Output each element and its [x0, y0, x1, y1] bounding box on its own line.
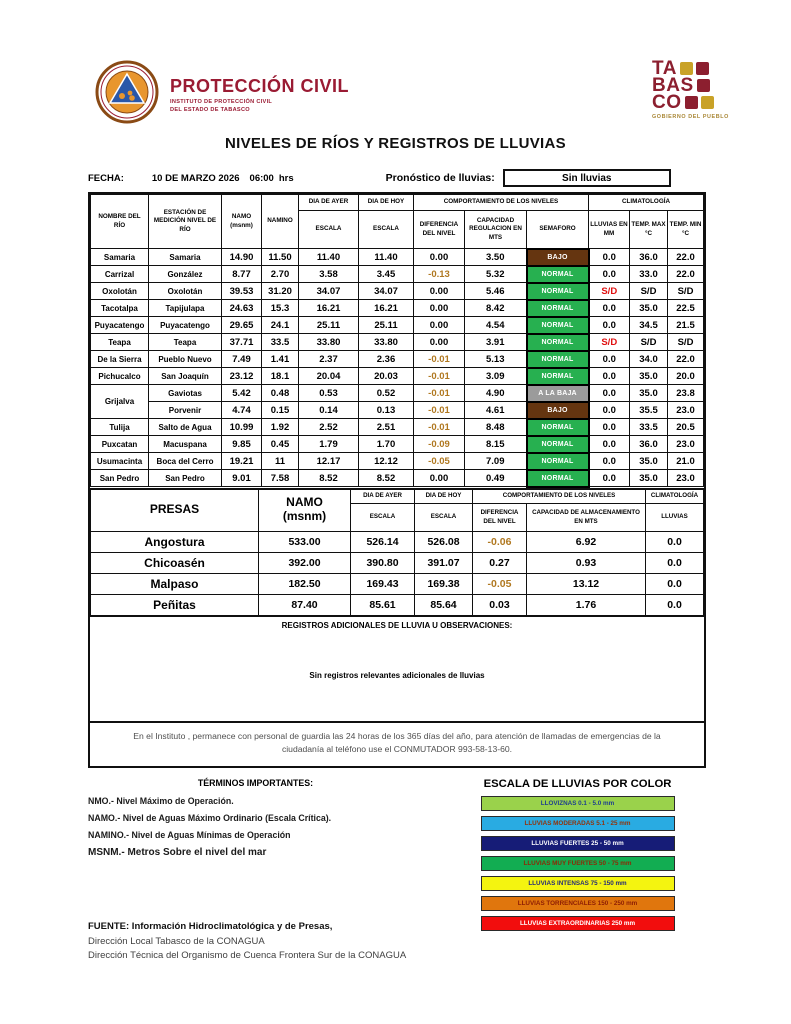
cell-capacidad: 4.54 — [465, 317, 527, 334]
cell-ayer: 2.37 — [299, 351, 359, 368]
cell-diferencia: 0.00 — [414, 470, 465, 487]
presa-row — [91, 574, 704, 595]
cell-rio: Usumacinta — [91, 453, 149, 470]
river-row — [91, 249, 704, 266]
registros-title: REGISTROS ADICIONALES DE LLUVIA U OBSERVACIONES: — [281, 621, 513, 630]
cell-lluvia: 0.0 — [589, 385, 630, 402]
river-row — [91, 385, 704, 402]
cell-ayer: 2.52 — [299, 419, 359, 436]
cell-temp-max: S/D — [630, 334, 668, 351]
col-header-escala-ayer: ESCALA — [299, 211, 359, 249]
col-header-rio: NOMBRE DEL RÍO — [91, 195, 149, 249]
semaforo-badge: NORMAL — [527, 283, 589, 300]
col-header-escala-hoy: ESCALA — [359, 211, 414, 249]
cell-namino: 0.48 — [262, 385, 299, 402]
cell-namo: 19.21 — [222, 453, 262, 470]
cell-lluvia: 0.0 — [589, 249, 630, 266]
tabasco-tagline: GOBIERNO DEL PUEBLO — [652, 114, 729, 120]
cell-rio: Carrizal — [91, 266, 149, 283]
cell-capacidad: 3.09 — [465, 368, 527, 385]
group-header-dia-hoy: DIA DE HOY — [359, 195, 414, 211]
cell-presa-lluvia: 0.0 — [646, 574, 704, 595]
river-row — [91, 266, 704, 283]
cell-presa-hoy: 391.07 — [415, 553, 473, 574]
cell-namo: 29.65 — [222, 317, 262, 334]
river-row — [91, 283, 704, 300]
rain-scale-bar-lloviznas: LLOVIZNAS 0.1 - 5.0 mm — [481, 796, 675, 811]
cell-presa-lluvia: 0.0 — [646, 532, 704, 553]
cell-diferencia: 0.00 — [414, 334, 465, 351]
tabasco-letters-1: TA — [652, 58, 677, 79]
col-header-presas-escala-ayer: ESCALA — [351, 504, 415, 532]
col-header-presas-capacidad: CAPACIDAD DE ALMACENAMIENTO EN MTS — [527, 504, 646, 532]
cell-presa-capacidad: 13.12 — [527, 574, 646, 595]
cell-hoy: 0.13 — [359, 402, 414, 419]
fuente-section — [88, 920, 406, 964]
cell-namo: 39.53 — [222, 283, 262, 300]
cell-capacidad: 5.13 — [465, 351, 527, 368]
cell-presa-namo: 533.00 — [259, 532, 351, 553]
cell-lluvia: 0.0 — [589, 453, 630, 470]
cell-capacidad: 8.48 — [465, 419, 527, 436]
group-header-comportamiento: COMPORTAMIENTO DE LOS NIVELES — [414, 195, 589, 211]
cell-temp-max: 36.0 — [630, 436, 668, 453]
cell-presa-hoy: 526.08 — [415, 532, 473, 553]
semaforo-badge: A LA BAJA — [527, 385, 589, 402]
pronostico-label: Pronóstico de lluvias: — [385, 172, 495, 184]
semaforo-badge: NORMAL — [527, 436, 589, 453]
term-msnm: MSNM.- Metros Sobre el nivel del mar — [88, 847, 267, 858]
cell-temp-max: 35.0 — [630, 300, 668, 317]
col-header-namino: NAMINO — [262, 195, 299, 249]
cell-ayer: 1.79 — [299, 436, 359, 453]
terminos-section — [88, 778, 423, 936]
pronostico-value-box: Sin lluvias — [503, 169, 671, 187]
cell-diferencia: -0.01 — [414, 385, 465, 402]
cell-namino: 1.41 — [262, 351, 299, 368]
semaforo-badge: BAJO — [527, 249, 589, 266]
cell-capacidad: 4.90 — [465, 385, 527, 402]
cell-lluvia: S/D — [589, 283, 630, 300]
river-row — [91, 334, 704, 351]
col-header-presas-diferencia: DIFERENCIA DEL NIVEL — [473, 504, 527, 532]
cell-temp-max: 34.5 — [630, 317, 668, 334]
semaforo-badge: BAJO — [527, 402, 589, 419]
cell-temp-max: 36.0 — [630, 249, 668, 266]
col-header-presas-escala-hoy: ESCALA — [415, 504, 473, 532]
cell-diferencia: 0.00 — [414, 283, 465, 300]
fuente-line-2: Dirección Local Tabasco de la CONAGUA — [88, 935, 265, 947]
cell-presa-ayer: 169.43 — [351, 574, 415, 595]
cell-capacidad: 7.09 — [465, 453, 527, 470]
cell-capacidad: 0.49 — [465, 470, 527, 487]
hora-value: 06:00 — [249, 172, 274, 184]
cell-hoy: 12.12 — [359, 453, 414, 470]
cell-diferencia: -0.05 — [414, 453, 465, 470]
cell-namo: 8.77 — [222, 266, 262, 283]
cell-estacion: Salto de Agua — [149, 419, 222, 436]
cell-presa-diferencia: 0.03 — [473, 595, 527, 616]
cell-diferencia: -0.13 — [414, 266, 465, 283]
cell-temp-min: 22.0 — [668, 249, 704, 266]
cell-presa-ayer: 390.80 — [351, 553, 415, 574]
cell-namino: 1.92 — [262, 419, 299, 436]
cell-lluvia: 0.0 — [589, 470, 630, 487]
river-row — [91, 317, 704, 334]
col-header-estacion: ESTACIÓN DE MEDICIÓN NIVEL DE RÍO — [149, 195, 222, 249]
rain-scale-title: ESCALA DE LLUVIAS POR COLOR — [483, 778, 672, 790]
group-header-presas-comportamiento: COMPORTAMIENTO DE LOS NIVELES — [473, 489, 646, 504]
cell-ayer: 12.17 — [299, 453, 359, 470]
registros-body: Sin registros relevantes adicionales de lluvias — [309, 671, 485, 680]
cell-temp-min: 21.0 — [668, 453, 704, 470]
semaforo-badge: NORMAL — [527, 351, 589, 368]
river-row — [91, 419, 704, 436]
term-namino: NAMINO.- Nivel de Aguas Mínimas de Operación — [88, 830, 291, 840]
cell-namino: 18.1 — [262, 368, 299, 385]
cell-namino: 7.58 — [262, 470, 299, 487]
cell-temp-max: 33.5 — [630, 419, 668, 436]
cell-ayer: 16.21 — [299, 300, 359, 317]
cell-temp-min: 20.0 — [668, 368, 704, 385]
cell-ayer: 34.07 — [299, 283, 359, 300]
proteccion-civil-badge-icon — [95, 60, 159, 124]
cell-presa-namo: 182.50 — [259, 574, 351, 595]
river-row — [91, 453, 704, 470]
cell-estacion: San Joaquín — [149, 368, 222, 385]
cell-namino: 2.70 — [262, 266, 299, 283]
rain-scale-bar-torrenciales: LLUVIAS TORRENCIALES 150 - 250 mm — [481, 896, 675, 911]
cell-rio: Tacotalpa — [91, 300, 149, 317]
cell-namino: 24.1 — [262, 317, 299, 334]
tabasco-glyph-icon — [701, 96, 714, 109]
cell-namo: 23.12 — [222, 368, 262, 385]
cell-hoy: 2.36 — [359, 351, 414, 368]
cell-namino: 11.50 — [262, 249, 299, 266]
cell-temp-max: 33.0 — [630, 266, 668, 283]
cell-capacidad: 5.46 — [465, 283, 527, 300]
group-header-dia-ayer: DIA DE AYER — [299, 195, 359, 211]
tabasco-glyph-icon — [696, 62, 709, 75]
cell-temp-max: 34.0 — [630, 351, 668, 368]
cell-rio: Oxolotán — [91, 283, 149, 300]
tabasco-glyph-icon — [697, 79, 710, 92]
cell-namo: 5.42 — [222, 385, 262, 402]
cell-hoy: 2.51 — [359, 419, 414, 436]
cell-presa-nombre: Chicoasén — [91, 553, 259, 574]
terminos-title: TÉRMINOS IMPORTANTES: — [197, 778, 314, 788]
col-header-presas-namo: NAMO (msnm) — [259, 489, 351, 532]
term-nmo: NMO.- Nivel Máximo de Operación. — [88, 796, 234, 806]
cell-namo: 14.90 — [222, 249, 262, 266]
semaforo-badge: NORMAL — [527, 334, 589, 351]
fuente-line-3: Dirección Técnica del Organismo de Cuenca Frontera Sur de la CONAGUA — [88, 950, 407, 962]
cell-namino: 31.20 — [262, 283, 299, 300]
rain-scale-bar-fuertes: LLUVIAS FUERTES 25 - 50 mm — [481, 836, 675, 851]
cell-presa-diferencia: -0.06 — [473, 532, 527, 553]
cell-namino: 33.5 — [262, 334, 299, 351]
rain-scale-bar-extraordinarias: LLUVIAS EXTRAORDINARIAS 250 mm — [481, 916, 675, 931]
cell-capacidad: 4.61 — [465, 402, 527, 419]
page-title: NIVELES DE RÍOS Y REGISTROS DE LLUVIAS — [225, 135, 566, 152]
tabasco-logo — [652, 60, 762, 120]
cell-hoy: 34.07 — [359, 283, 414, 300]
cell-lluvia: S/D — [589, 334, 630, 351]
river-row — [91, 351, 704, 368]
cell-namo: 7.49 — [222, 351, 262, 368]
cell-temp-min: 22.0 — [668, 351, 704, 368]
cell-rio: Puyacatengo — [91, 317, 149, 334]
cell-diferencia: -0.01 — [414, 368, 465, 385]
river-row — [91, 402, 704, 419]
fuente-line-1: FUENTE: Información Hidroclimatológica y de Presas, — [88, 921, 333, 932]
river-row — [91, 470, 704, 487]
cell-presa-lluvia: 0.0 — [646, 553, 704, 574]
col-header-temp-min: TEMP. MIN °C — [668, 211, 704, 249]
guardia-notice: En el Instituto , permanece con personal de guardia las 24 horas de los 365 días del año, para atención de llamadas de emergencias de la ciudadanía al teléfono use el CONMUTADOR 993-58-13-60. — [90, 721, 704, 766]
cell-temp-min: S/D — [668, 283, 704, 300]
cell-lluvia: 0.0 — [589, 402, 630, 419]
col-header-semaforo: SEMAFORO — [527, 211, 589, 249]
cell-rio: Teapa — [91, 334, 149, 351]
presa-row — [91, 553, 704, 574]
cell-namo: 24.63 — [222, 300, 262, 317]
cell-hoy: 11.40 — [359, 249, 414, 266]
group-header-presas-hoy: DIA DE HOY — [415, 489, 473, 504]
col-header-namo: NAMO (msnm) — [222, 195, 262, 249]
tabasco-letters-3: CO — [652, 92, 682, 113]
cell-temp-max: 35.0 — [630, 368, 668, 385]
tabasco-glyph-icon — [685, 96, 698, 109]
semaforo-badge: NORMAL — [527, 419, 589, 436]
tabasco-glyph-icon — [680, 62, 693, 75]
cell-temp-min: 21.5 — [668, 317, 704, 334]
cell-diferencia: -0.01 — [414, 402, 465, 419]
cell-presa-capacidad: 0.93 — [527, 553, 646, 574]
cell-estacion: Oxolotán — [149, 283, 222, 300]
cell-hoy: 1.70 — [359, 436, 414, 453]
cell-presa-ayer: 526.14 — [351, 532, 415, 553]
cell-hoy: 16.21 — [359, 300, 414, 317]
cell-presa-namo: 87.40 — [259, 595, 351, 616]
tabasco-letters-2: BAS — [652, 75, 694, 96]
cell-estacion: Macuspana — [149, 436, 222, 453]
cell-temp-max: 35.5 — [630, 402, 668, 419]
cell-hoy: 25.11 — [359, 317, 414, 334]
hora-unit: hrs — [278, 172, 294, 184]
cell-estacion: Boca del Cerro — [149, 453, 222, 470]
cell-ayer: 20.04 — [299, 368, 359, 385]
cell-temp-min: 20.5 — [668, 419, 704, 436]
cell-ayer: 3.58 — [299, 266, 359, 283]
cell-capacidad: 5.32 — [465, 266, 527, 283]
cell-namo: 10.99 — [222, 419, 262, 436]
col-header-presas: PRESAS — [91, 489, 259, 532]
cell-temp-min: 23.8 — [668, 385, 704, 402]
cell-presa-lluvia: 0.0 — [646, 595, 704, 616]
cell-capacidad: 8.42 — [465, 300, 527, 317]
cell-diferencia: -0.01 — [414, 351, 465, 368]
cell-diferencia: 0.00 — [414, 249, 465, 266]
cell-diferencia: 0.00 — [414, 300, 465, 317]
semaforo-badge: NORMAL — [527, 266, 589, 283]
cell-presa-nombre: Peñitas — [91, 595, 259, 616]
proteccion-civil-subtitle-2: DEL ESTADO DE TABASCO — [170, 107, 250, 113]
col-header-temp-max: TEMP. MAX °C — [630, 211, 668, 249]
cell-namo: 4.74 — [222, 402, 262, 419]
cell-rio: Samaria — [91, 249, 149, 266]
cell-lluvia: 0.0 — [589, 419, 630, 436]
cell-namo: 9.85 — [222, 436, 262, 453]
semaforo-badge: NORMAL — [527, 317, 589, 334]
cell-temp-max: 35.0 — [630, 385, 668, 402]
cell-presa-capacidad: 6.92 — [527, 532, 646, 553]
cell-temp-min: S/D — [668, 334, 704, 351]
group-header-presas-ayer: DIA DE AYER — [351, 489, 415, 504]
cell-ayer: 33.80 — [299, 334, 359, 351]
rivers-table — [90, 194, 704, 488]
cell-temp-max: S/D — [630, 283, 668, 300]
presa-row — [91, 595, 704, 616]
cell-hoy: 0.52 — [359, 385, 414, 402]
cell-temp-min: 23.0 — [668, 436, 704, 453]
cell-presa-hoy: 169.38 — [415, 574, 473, 595]
cell-lluvia: 0.0 — [589, 368, 630, 385]
date-strip — [88, 169, 705, 187]
cell-rio: San Pedro — [91, 470, 149, 487]
cell-ayer: 0.53 — [299, 385, 359, 402]
cell-hoy: 20.03 — [359, 368, 414, 385]
cell-lluvia: 0.0 — [589, 317, 630, 334]
cell-hoy: 3.45 — [359, 266, 414, 283]
cell-hoy: 33.80 — [359, 334, 414, 351]
river-row — [91, 368, 704, 385]
term-namo: NAMO.- Nivel de Aguas Máximo Ordinario (Escala Crítica). — [88, 813, 332, 823]
river-row — [91, 436, 704, 453]
cell-hoy: 8.52 — [359, 470, 414, 487]
cell-temp-min: 22.0 — [668, 266, 704, 283]
cell-ayer: 0.14 — [299, 402, 359, 419]
semaforo-badge: NORMAL — [527, 368, 589, 385]
cell-namino: 0.15 — [262, 402, 299, 419]
cell-estacion: González — [149, 266, 222, 283]
cell-presa-diferencia: -0.05 — [473, 574, 527, 595]
cell-namo: 37.71 — [222, 334, 262, 351]
cell-temp-max: 35.0 — [630, 453, 668, 470]
cell-presa-ayer: 85.61 — [351, 595, 415, 616]
fecha-value: 10 DE MARZO 2026 — [151, 172, 240, 184]
presa-row — [91, 532, 704, 553]
main-report-box — [88, 192, 706, 768]
cell-rio: De la Sierra — [91, 351, 149, 368]
presas-table — [90, 488, 704, 617]
cell-estacion: Pueblo Nuevo — [149, 351, 222, 368]
cell-estacion: Tapijulapa — [149, 300, 222, 317]
cell-lluvia: 0.0 — [589, 351, 630, 368]
col-header-diferencia: DIFERENCIA DEL NIVEL — [414, 211, 465, 249]
cell-rio: Grijalva — [91, 385, 149, 419]
cell-rio: Tulija — [91, 419, 149, 436]
cell-namino: 0.45 — [262, 436, 299, 453]
group-header-presas-climatologia: CLIMATOLOGÍA — [646, 489, 704, 504]
cell-lluvia: 0.0 — [589, 266, 630, 283]
cell-estacion: San Pedro — [149, 470, 222, 487]
cell-estacion: Samaria — [149, 249, 222, 266]
cell-namino: 15.3 — [262, 300, 299, 317]
cell-capacidad: 3.91 — [465, 334, 527, 351]
river-row — [91, 300, 704, 317]
cell-temp-max: 35.0 — [630, 470, 668, 487]
cell-ayer: 8.52 — [299, 470, 359, 487]
cell-temp-min: 23.0 — [668, 470, 704, 487]
cell-ayer: 11.40 — [299, 249, 359, 266]
col-header-lluvias: LLUVIAS EN MM — [589, 211, 630, 249]
cell-diferencia: -0.09 — [414, 436, 465, 453]
cell-namo: 9.01 — [222, 470, 262, 487]
cell-estacion: Porvenir — [149, 402, 222, 419]
registros-section — [90, 616, 704, 721]
cell-capacidad: 3.50 — [465, 249, 527, 266]
cell-presa-capacidad: 1.76 — [527, 595, 646, 616]
proteccion-civil-title: PROTECCIÓN CIVIL — [170, 76, 350, 96]
col-header-presas-lluvias: LLUVIAS — [646, 504, 704, 532]
cell-presa-namo: 392.00 — [259, 553, 351, 574]
cell-temp-min: 22.5 — [668, 300, 704, 317]
cell-presa-nombre: Malpaso — [91, 574, 259, 595]
col-header-capacidad: CAPACIDAD REGULACION EN MTS — [465, 211, 527, 249]
cell-estacion: Teapa — [149, 334, 222, 351]
cell-lluvia: 0.0 — [589, 300, 630, 317]
cell-estacion: Puyacatengo — [149, 317, 222, 334]
semaforo-badge: NORMAL — [527, 470, 589, 487]
cell-lluvia: 0.0 — [589, 436, 630, 453]
semaforo-badge: NORMAL — [527, 453, 589, 470]
cell-presa-nombre: Angostura — [91, 532, 259, 553]
cell-diferencia: 0.00 — [414, 317, 465, 334]
proteccion-civil-subtitle-1: INSTITUTO DE PROTECCIÓN CIVIL — [170, 99, 273, 105]
rain-scale-bar-intensas: LLUVIAS INTENSAS 75 - 150 mm — [481, 876, 675, 891]
cell-temp-min: 23.0 — [668, 402, 704, 419]
cell-rio: Puxcatan — [91, 436, 149, 453]
proteccion-civil-logo — [95, 60, 349, 124]
rain-scale-section — [450, 778, 705, 936]
cell-estacion: Gaviotas — [149, 385, 222, 402]
cell-namino: 11 — [262, 453, 299, 470]
cell-presa-diferencia: 0.27 — [473, 553, 527, 574]
cell-rio: Pichucalco — [91, 368, 149, 385]
semaforo-badge: NORMAL — [527, 300, 589, 317]
cell-ayer: 25.11 — [299, 317, 359, 334]
group-header-climatologia: CLIMATOLOGÍA — [589, 195, 704, 211]
cell-capacidad: 8.15 — [465, 436, 527, 453]
rain-scale-bar-muy-fuertes: LLUVIAS MUY FUERTES 50 - 75 mm — [481, 856, 675, 871]
cell-diferencia: -0.01 — [414, 419, 465, 436]
fecha-label: FECHA: — [88, 172, 124, 184]
rain-scale-bar-moderadas: LLUVIAS MODERADAS 5.1 - 25 mm — [481, 816, 675, 831]
cell-presa-hoy: 85.64 — [415, 595, 473, 616]
